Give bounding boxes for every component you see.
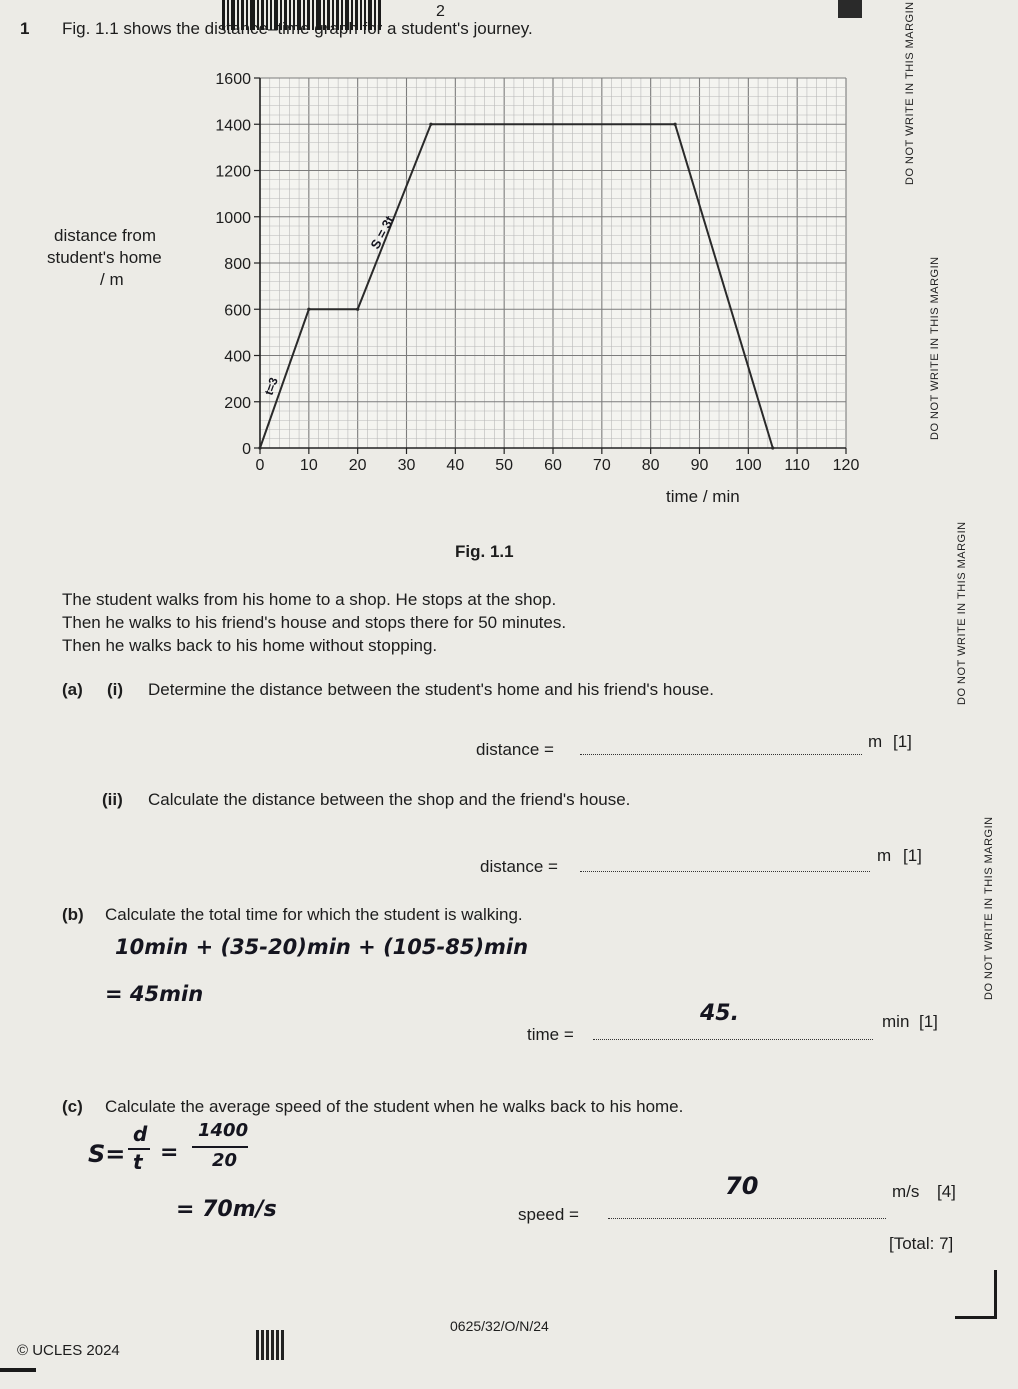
page-turn-mark (994, 1270, 997, 1318)
margin-note: DO NOT WRITE IN THIS MARGIN (929, 256, 941, 440)
handwritten-fraction-denominator: 20 (212, 1150, 238, 1171)
y-tick-label: 600 (224, 302, 251, 320)
part-a-i-question: Determine the distance between the student's home and his friend's house. (148, 680, 714, 699)
description-line: Then he walks to his friend's house and stops there for 50 minutes. (62, 613, 567, 632)
unit: min (882, 1012, 910, 1031)
y-tick-label: 1600 (215, 71, 251, 88)
distance-time-graph (0, 0, 1018, 540)
part-b-question: Calculate the total time for which the student is walking. (105, 905, 523, 924)
distance-label: distance = (476, 740, 554, 759)
handwritten-working: = 45min (105, 982, 204, 1006)
x-tick-label: 80 (641, 457, 660, 474)
page-number: 2 (436, 3, 445, 20)
answer-line-c[interactable] (608, 1218, 886, 1219)
handwritten-fraction-numerator: 1400 (198, 1120, 249, 1141)
y-tick-label: 200 (224, 394, 251, 412)
footer-rule (0, 1368, 36, 1372)
y-tick-label: 400 (224, 348, 251, 366)
data-point (307, 308, 310, 311)
marks: [4] (937, 1182, 956, 1201)
copyright: © UCLES 2024 (17, 1342, 120, 1359)
paper-code: 0625/32/O/N/24 (450, 1318, 549, 1334)
data-point (258, 446, 261, 449)
unit: m/s (892, 1182, 920, 1201)
x-tick-label: 30 (397, 457, 416, 474)
x-tick-label: 0 (255, 457, 265, 474)
y-tick-label: 1200 (215, 163, 251, 181)
answer-line-a-ii[interactable] (580, 871, 870, 872)
handwritten-working: 10min + (35-20)min + (105-85)min (115, 935, 529, 959)
y-tick-label: 0 (242, 441, 251, 458)
y-tick-label: 1000 (215, 209, 251, 227)
part-c-question: Calculate the average speed of the student when he walks back to his home. (105, 1097, 684, 1116)
x-tick-label: 120 (832, 457, 860, 474)
x-tick-label: 50 (495, 457, 514, 474)
data-point (771, 446, 774, 449)
marks: [1] (903, 846, 922, 865)
unit: m (877, 846, 892, 865)
handwritten-fraction-numerator: d (133, 1122, 148, 1146)
handwritten-annotation: t=3 (261, 375, 281, 398)
question-number: 1 (20, 19, 30, 38)
x-tick-label: 100 (734, 457, 762, 474)
question-intro: Fig. 1.1 shows the distance–time graph for a student's journey. (62, 19, 533, 38)
description-line: Then he walks back to his home without stopping. (62, 636, 438, 655)
x-tick-label: 60 (544, 457, 562, 474)
handwritten-answer: 45. (700, 1001, 739, 1026)
margin-note: DO NOT WRITE IN THIS MARGIN (956, 521, 968, 705)
x-tick-label: 40 (446, 457, 465, 474)
part-a-i-label: (i) (107, 680, 124, 699)
margin-note: DO NOT WRITE IN THIS MARGIN (983, 816, 995, 1000)
part-a-ii-question: Calculate the distance between the shop and the friend's house. (148, 790, 631, 809)
marks: [1] (893, 732, 912, 751)
fraction-bar (192, 1146, 248, 1148)
x-tick-label: 70 (592, 457, 611, 474)
y-axis-label-line: distance from (54, 226, 157, 245)
page-turn-mark (955, 1316, 997, 1319)
handwritten-answer: 70 (725, 1172, 759, 1200)
answer-line-a-i[interactable] (580, 754, 862, 755)
marks: [1] (919, 1012, 938, 1031)
data-point (673, 123, 676, 126)
part-a-ii-label: (ii) (102, 790, 123, 809)
x-tick-label: 90 (690, 457, 709, 474)
figure-caption: Fig. 1.1 (455, 542, 514, 561)
handwritten-working: = 70m/s (176, 1197, 277, 1222)
qr-code (256, 1330, 286, 1360)
part-b-label: (b) (62, 905, 84, 924)
answer-line-b[interactable] (593, 1039, 873, 1040)
handwritten-fraction-denominator: t (133, 1150, 143, 1174)
time-label: time = (527, 1025, 574, 1044)
part-a-label: (a) (62, 680, 83, 699)
total-marks: [Total: 7] (889, 1234, 954, 1253)
handwritten-equals: = (160, 1140, 179, 1165)
data-point (429, 123, 432, 126)
y-tick-label: 800 (224, 256, 251, 273)
speed-label: speed = (518, 1205, 579, 1224)
y-axis-label-line: / m (100, 270, 124, 289)
x-tick-label: 20 (348, 457, 367, 474)
part-c-label: (c) (62, 1097, 83, 1116)
y-axis-label-line: student's home (47, 248, 162, 267)
distance-label: distance = (480, 857, 558, 876)
handwritten-annotation: S = 3t (367, 213, 398, 252)
unit: m (868, 732, 883, 751)
handwritten-formula: S= (88, 1140, 126, 1168)
margin-note: DO NOT WRITE IN THIS MARGIN (904, 1, 916, 185)
y-tick-label: 1400 (215, 117, 251, 135)
description-line: The student walks from his home to a shop. He stops at the shop. (62, 590, 557, 609)
x-tick-label: 10 (299, 457, 318, 474)
data-point (356, 308, 359, 311)
x-axis-label: time / min (666, 487, 740, 506)
x-tick-label: 110 (784, 457, 810, 474)
